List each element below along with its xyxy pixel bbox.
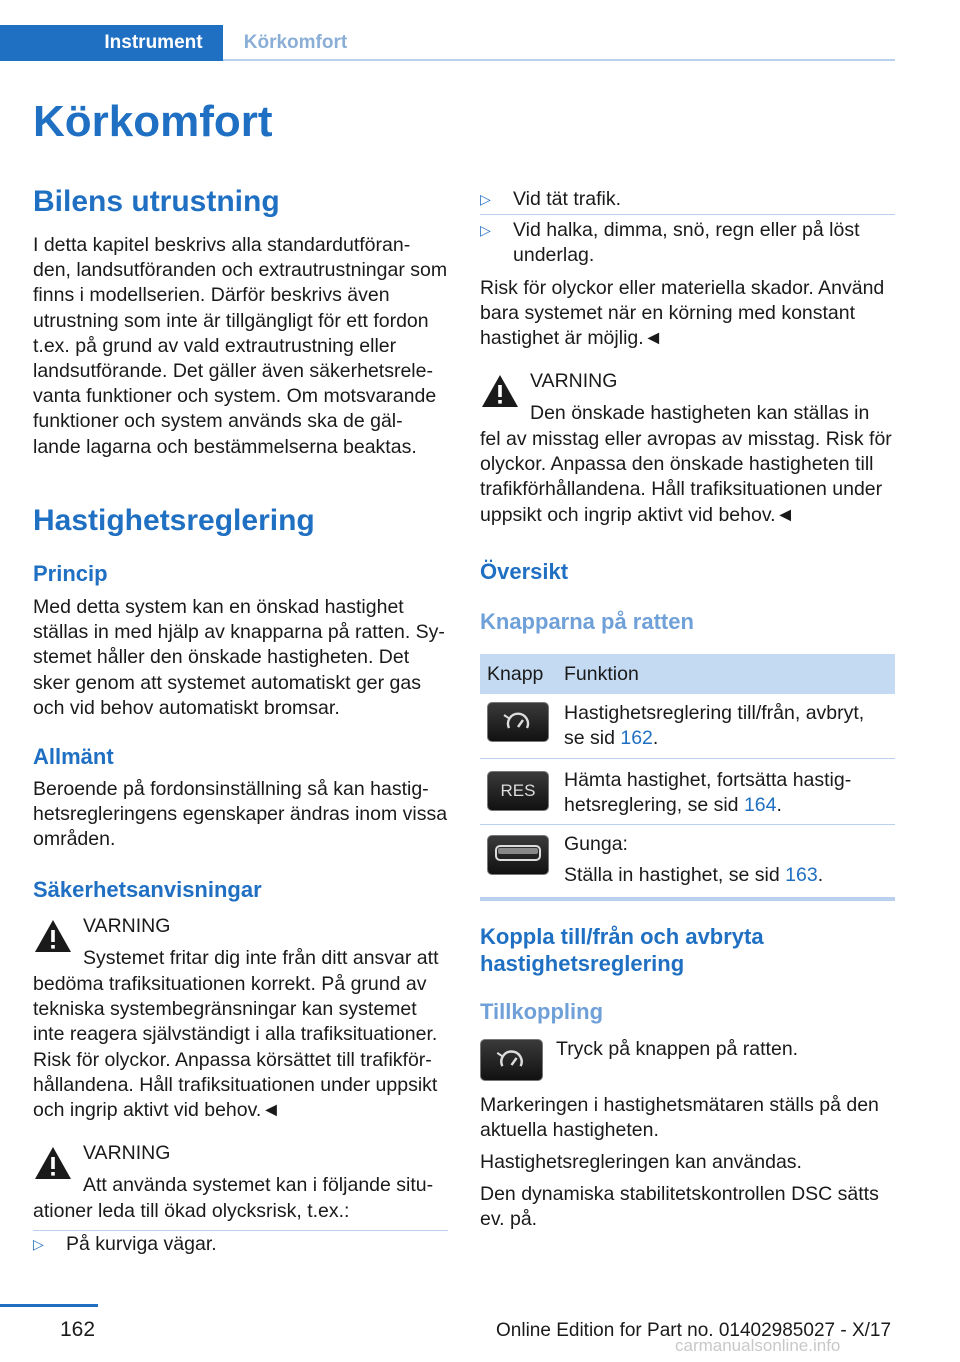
section-title-hastighetsreglering: Hastighetsreglering	[33, 504, 315, 537]
table-cell-subtext: Ställa in hastighet, se sid 163.	[564, 864, 824, 887]
warning-block-3	[480, 369, 895, 529]
footer-edition: Online Edition for Part no. 01402985027 - X/17	[496, 1320, 892, 1341]
header-bar-accent	[0, 25, 84, 61]
warning-2-text: ationer leda till ökad olycksrisk, t.ex.:	[33, 1200, 350, 1222]
section-text-bilens-utrustning: I detta kapitel beskrivs alla standardutföran-den, landsutföranden och extrautrustningar som finns i modellserien. Därför beskrivs även utrustning som inte är tillgängligt för ett fordon t.ex. på grund av vald extrautrustning eller landsutförande. Det gäller även säkerhetsrele-vanta funktioner och system. Om motsvarande funktioner och system används ska de gäl-lande lagarna och bestämmelserna beaktas.	[33, 234, 448, 458]
warning-1-first-line: Systemet fritar dig inte från ditt ansvar att	[83, 947, 439, 969]
table-bottom-rule	[480, 897, 895, 901]
warning-3-text: fel av misstag eller avropas av misstag. Risk för olyckor. Anpassa den önskade hastigheten till trafikförhållandena. Håll trafiksituationen under uppsikt och ingrip aktivt vid behov.◄	[480, 428, 892, 526]
table-cell-function: Hämta hastighet, fortsätta hastig-hetsreglering, se sid 164.	[564, 769, 852, 817]
subtitle-tillkoppling: Tillkoppling	[480, 999, 604, 1024]
bullet-triangle-icon: ▷	[480, 222, 491, 238]
page-link-162[interactable]: 162	[620, 727, 653, 750]
subtitle-oversikt: Översikt	[480, 559, 569, 584]
warning-2-first-line: Att använda systemet kan i följande situ-	[83, 1174, 434, 1196]
subtitle-sakerhetsanvisningar: Säkerhetsanvisningar	[33, 877, 262, 902]
table-cell-text: Hastighetsreglering till/från, avbryt, se sid	[564, 702, 865, 750]
subtitle-allmant: Allmänt	[33, 744, 114, 769]
table-cell-text: Ställa in hastighet, se sid	[564, 864, 786, 887]
table-header-knapp: Knapp	[487, 663, 544, 685]
cruise-control-button-icon	[487, 702, 549, 742]
bullet-divider	[480, 214, 895, 215]
warning-1-title: VARNING	[83, 915, 171, 937]
table-cell-text: Hämta hastighet, fortsätta hastig-hetsreglering, se sid	[564, 769, 852, 817]
buttons-table	[480, 654, 895, 901]
warning-2-title: VARNING	[83, 1142, 171, 1164]
bullet-item-3	[480, 218, 895, 270]
page-link-164[interactable]: 164	[743, 794, 777, 817]
text-tillkoppling: Tryck på knappen på ratten.	[556, 1038, 799, 1060]
warning-triangle-icon	[33, 918, 73, 954]
bullet-divider	[33, 1230, 448, 1231]
warning-3-first-line: Den önskade hastigheten kan ställas in	[530, 402, 870, 424]
text-princip: Med detta system kan en önskad hastighet ställas in med hjälp av knapparna på ratten. Sy-stemet håller den önskade hastigheten. Det sker genom att systemet automatiskt ger gas och vid behov automatiskt bromsar.	[33, 596, 445, 719]
header-tab-korkomfort[interactable]: Körkomfort	[243, 32, 348, 53]
text-allmant: Beroende på fordonsinställning så kan hastig-hetsregleringens egenskaper ändras inom vissa områden.	[33, 778, 448, 851]
bullet-triangle-icon: ▷	[33, 1236, 44, 1252]
rocker-switch-icon	[487, 835, 549, 875]
warning-block-1	[33, 914, 448, 1124]
table-row	[480, 694, 895, 759]
page-link-163[interactable]: 163	[785, 864, 818, 887]
warning-3-title: VARNING	[530, 370, 618, 392]
chapter-title: Körkomfort	[33, 97, 273, 146]
bullet-item-1	[33, 1232, 448, 1260]
table-cell-label: Gunga:	[564, 833, 628, 855]
header-tab-instrument[interactable]: Instrument	[84, 25, 223, 61]
text-dsc: Den dynamiska stabilitetskontrollen DSC sätts ev. på.	[480, 1183, 879, 1231]
subtitle-knapparna-pa-ratten: Knapparna på ratten	[480, 609, 694, 634]
koppla-heading-wrap	[480, 923, 895, 977]
bullet-item-2	[480, 187, 895, 215]
footer-watermark: carmanualsonline.info	[675, 1336, 841, 1355]
bullet-text: Vid tät trafik.	[513, 188, 622, 210]
subtitle-princip: Princip	[33, 561, 108, 586]
warning-block-2	[33, 1141, 448, 1221]
table-row	[480, 825, 895, 897]
text-markering: Markeringen i hastighetsmätaren ställs på den aktuella hastigheten.	[480, 1094, 879, 1142]
header-divider	[223, 59, 895, 61]
section-title-bilens-utrustning: Bilens utrustning	[33, 185, 280, 218]
bullet-text: Vid halka, dimma, snö, regn eller på löst underlag.	[513, 219, 860, 267]
footer-accent-line	[0, 1304, 98, 1307]
warning-triangle-icon	[33, 1145, 73, 1181]
page-number: 162	[60, 1318, 96, 1341]
warning-triangle-icon	[480, 373, 520, 409]
table-cell-function	[564, 832, 889, 888]
subtitle-koppla-till-fran: Koppla till/från och avbryta hastighetsreglering	[480, 924, 764, 976]
table-header	[480, 654, 895, 694]
table-header-funktion: Funktion	[564, 663, 639, 685]
res-button-icon: RES	[487, 771, 549, 811]
bullet-triangle-icon: ▷	[480, 191, 491, 207]
table-cell-function: Hastighetsreglering till/från, avbryt, se sid 162.	[564, 702, 865, 750]
bullet-text: På kurviga vägar.	[66, 1233, 217, 1255]
text-anvandas: Hastighetsregleringen kan användas.	[480, 1151, 802, 1173]
cruise-control-button-icon	[480, 1039, 543, 1081]
text-risk: Risk för olyckor eller materiella skador. Använd bara systemet när en körning med konstant hastighet är möjlig.◄	[480, 277, 885, 350]
warning-1-text: bedöma trafiksituationen korrekt. På grund av tekniska systembegränsningar kan systemet inte reagera självständigt i alla trafiksituationer. Risk för olyckor. Anpassa körsättet till trafikför-hållandena. Håll trafiksituationen under uppsikt och ingrip aktivt vid behov.◄	[33, 973, 438, 1122]
table-row	[480, 759, 895, 825]
